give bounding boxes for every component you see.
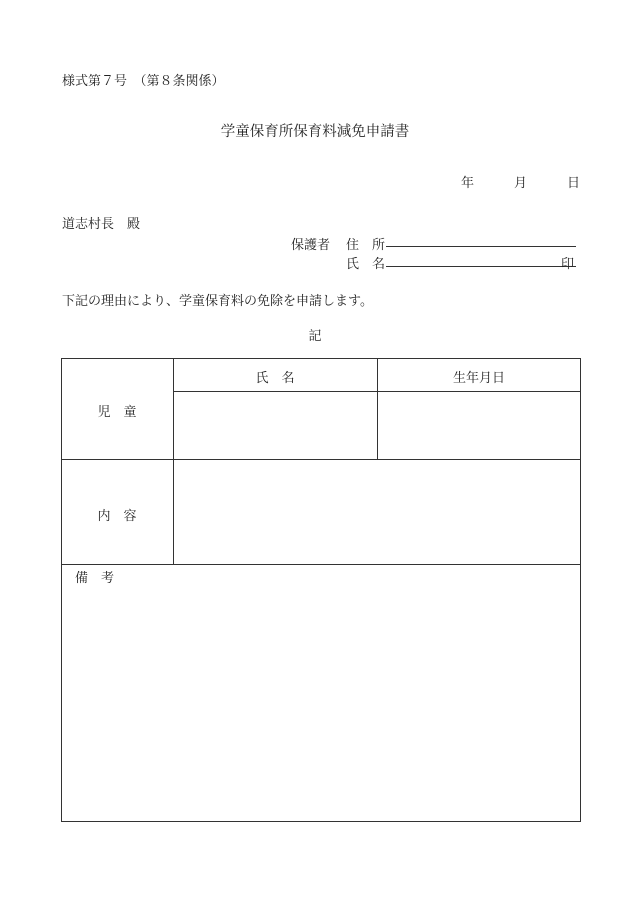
content-label: 内 容 bbox=[97, 509, 137, 524]
table-border-bottom bbox=[61, 821, 581, 822]
name-field[interactable] bbox=[386, 266, 576, 267]
seal-mark: 印 bbox=[561, 257, 575, 272]
form-number: 様式第７号 （第８条関係） bbox=[62, 74, 225, 89]
child-name-cell[interactable] bbox=[174, 392, 377, 459]
table-border-top bbox=[61, 358, 581, 359]
document-title: 学童保育所保育料減免申請書 bbox=[220, 124, 410, 140]
request-statement: 下記の理由により、学童保育料の免除を申請します。 bbox=[62, 294, 373, 309]
guardian-label: 保護者 bbox=[291, 238, 331, 253]
address-label: 住 所 bbox=[346, 238, 386, 253]
table-border-right bbox=[580, 358, 581, 822]
date-line bbox=[461, 172, 580, 191]
child-birthdate-cell[interactable] bbox=[378, 392, 580, 459]
date-month-label: 月 bbox=[513, 176, 527, 191]
address-field[interactable] bbox=[386, 246, 576, 247]
date-year-label: 年 bbox=[460, 176, 474, 191]
addressee: 道志村長 殿 bbox=[62, 217, 141, 232]
name-column-header: 氏 名 bbox=[255, 371, 295, 386]
content-cell[interactable] bbox=[174, 460, 580, 564]
table-divider-content-remarks bbox=[61, 564, 581, 565]
date-day-label: 日 bbox=[566, 176, 580, 191]
ki-heading: 記 bbox=[308, 329, 322, 344]
name-label: 氏 名 bbox=[346, 257, 386, 272]
remarks-cell[interactable] bbox=[62, 585, 580, 820]
birthdate-column-header: 生年月日 bbox=[452, 371, 505, 386]
remarks-label: 備 考 bbox=[75, 571, 115, 586]
child-label: 児 童 bbox=[97, 405, 137, 420]
